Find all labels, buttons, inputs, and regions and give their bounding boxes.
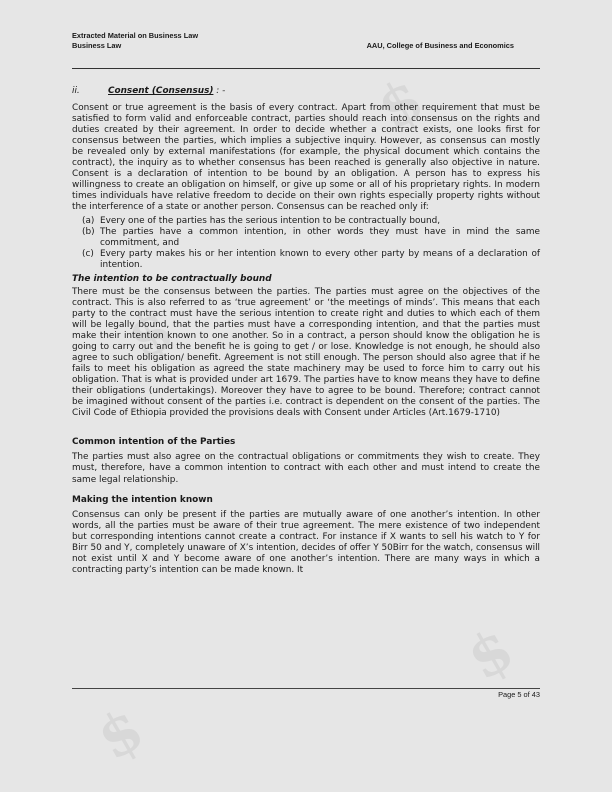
common-intention-paragraph: The parties must also agree on the contractual obligations or commitments they wish to create. They must, therefore, have a common intention to contract with each other and must intend to create the same legal relationship. (72, 452, 540, 485)
page-header (72, 31, 540, 50)
conditions-list (82, 216, 540, 271)
header-institution: AAU, College of Business and Economics (366, 40, 514, 50)
intention-known-paragraph: Consensus can only be present if the parties are mutually aware of one another’s intention. In other words, all the parties must be aware of their true agreement. The mere existence of two independent but corresponding intentions cannot create a contract. For instance if X wants to sell his watch to Y for Birr 50 and Y, completely unaware of X’s intention, decides of offer Y 50Birr for the watch, consensus will not exist until X and Y become aware of one another’s intention. There are many ways in which a contracting party’s intention can be made known. It (72, 509, 540, 575)
watermark-logo: $ (455, 614, 525, 694)
page-number: Page 5 of 43 (498, 690, 540, 699)
list-item (82, 216, 540, 227)
intention-bound-paragraph: There must be the consensus between the parties. The parties must agree on the objectives of the contract. This is also referred to as ‘true agreement’ or ‘the meetings of minds’. This means that each party to the contract must have the serious intention to create right and duties to which each of them will be legally bound, that the parties must have a corresponding intention, and that the parties must make their intention known to one another. So in a contract, a person should know the obligation he is going to carry out and the benefit he is going to get / or lose. Knowledge is not enough, he should also agree to such obligation/ benefit. Agreement is not still enough. The person should also agree that if he fails to meet his obligation as agreed the state machinery may be used to force him to carry out his obligation. That is what is provided under art 1679. The parties have to know means they have to define their obligations (undertakings). Moreover they have to agree to be bound. Therefore; contract cannot be imagined without consent of the parties i.e. contract is dependent on the consent of the parties. The Civil Code of Ethiopia provided the provisions deals with Consent under Articles (Art.1679-1710) (72, 286, 540, 419)
watermark-logo: $ (365, 64, 435, 144)
subheading-common-intention: Common intention of the Parties (72, 437, 236, 448)
intro-paragraph: Consent or true agreement is the basis of every contract. Apart from other requirement that must be satisfied to form valid and enforceable contract, parties should reach into consensus on the rights and duties created by their agreement. In order to decide whether a contract exists, one looks first for consensus between the parties, which implies a subjective inquiry. However, as consensus can mostly be revealed only by external manifestations (for example, the physical document which contains the contract), the inquiry as to whether consensus has been reached is generally also objective in nature. Consent is a declaration of intention to be bound by an obligation. A person has to express his willingness to create an obligation on himself, or give up some or all of his proprietary rights. In modern times individuals have relative freedom to decide on their own rights especially property rights without the interference of a state or another person. Consensus can be reached only if: (72, 103, 540, 213)
section-title: Consent (Consensus) (108, 86, 214, 96)
subheading-intention-bound: The intention to be contractually bound (72, 273, 272, 284)
subheading-intention-known: Making the intention known (72, 494, 213, 505)
header-document-title: Extracted Material on Business Law (72, 31, 199, 40)
header-divider (72, 68, 540, 69)
list-text: The parties have a common intention, in other words they must have in mind the same commitment, and (100, 226, 540, 248)
header-course-name: Business Law (72, 40, 122, 50)
footer-divider (72, 688, 540, 689)
list-item (82, 227, 540, 249)
section-heading (72, 86, 540, 97)
page-body (72, 86, 540, 576)
list-text: Every one of the parties has the serious intention to be contractually bound, (100, 215, 441, 226)
list-item (82, 249, 540, 271)
section-number: ii. (72, 86, 80, 96)
list-marker: (a) (82, 215, 95, 226)
list-text: Every party makes his or her intention known to every other party by means of a declaration of intention. (100, 248, 540, 270)
watermark-logo: $ (115, 294, 185, 374)
watermark-logo: $ (85, 694, 155, 774)
list-marker: (c) (82, 248, 94, 259)
list-marker: (b) (82, 226, 95, 237)
section-title-suffix: : - (213, 86, 226, 96)
